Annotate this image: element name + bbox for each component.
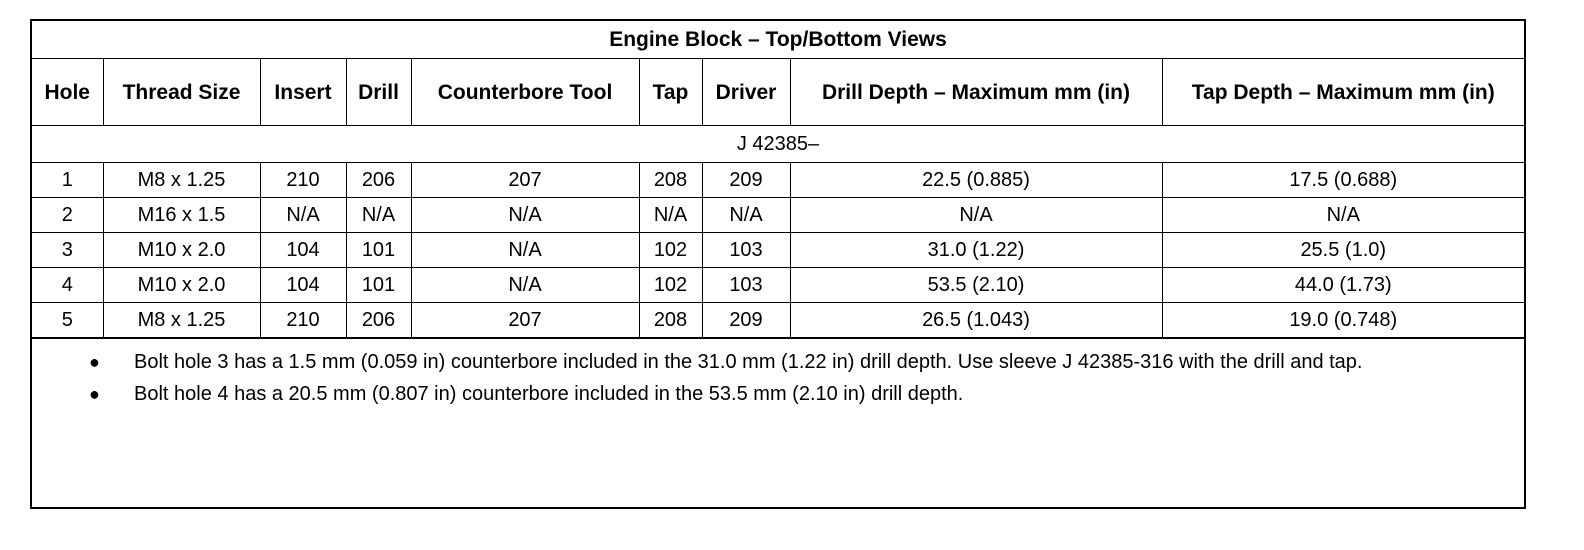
notes-list <box>32 349 1514 407</box>
cell-counterbore-tool: N/A <box>411 268 639 303</box>
header-thread-size: Thread Size <box>103 59 260 126</box>
cell-driver: N/A <box>702 198 790 233</box>
cell-insert: 104 <box>260 233 346 268</box>
cell-tap: N/A <box>639 198 702 233</box>
cell-counterbore-tool: 207 <box>411 303 639 338</box>
note-text: Bolt hole 3 has a 1.5 mm (0.059 in) counterbore included in the 31.0 mm (1.22 in) drill depth. Use sleeve J 42385-316 with the drill and tap. <box>134 351 1363 373</box>
tool-prefix: J 42385– <box>32 126 1524 163</box>
cell-thread-size: M10 x 2.0 <box>103 233 260 268</box>
cell-tap-depth: 17.5 (0.688) <box>1162 163 1524 198</box>
cell-drill: 101 <box>346 268 411 303</box>
note-text: Bolt hole 4 has a 20.5 mm (0.807 in) counterbore included in the 53.5 mm (2.10 in) drill depth. <box>134 383 964 405</box>
cell-hole: 5 <box>32 303 103 338</box>
table-row <box>32 268 1524 303</box>
header-drill-depth: Drill Depth – Maximum mm (in) <box>790 59 1162 126</box>
cell-tap: 208 <box>639 303 702 338</box>
table-title: Engine Block – Top/Bottom Views <box>32 21 1524 59</box>
cell-thread-size: M8 x 1.25 <box>103 163 260 198</box>
cell-tap: 208 <box>639 163 702 198</box>
spec-table <box>32 21 1524 338</box>
header-tap-depth: Tap Depth – Maximum mm (in) <box>1162 59 1524 126</box>
cell-insert: 210 <box>260 303 346 338</box>
table-row <box>32 233 1524 268</box>
cell-drill: 206 <box>346 303 411 338</box>
bullet-icon: ● <box>89 384 100 404</box>
cell-drill-depth: 26.5 (1.043) <box>790 303 1162 338</box>
cell-counterbore-tool: N/A <box>411 198 639 233</box>
spec-table-frame <box>30 19 1526 509</box>
cell-insert: 210 <box>260 163 346 198</box>
header-drill: Drill <box>346 59 411 126</box>
notes-section <box>32 338 1524 407</box>
header-row <box>32 59 1524 126</box>
cell-drill-depth: 31.0 (1.22) <box>790 233 1162 268</box>
cell-driver: 103 <box>702 268 790 303</box>
cell-thread-size: M8 x 1.25 <box>103 303 260 338</box>
table-row <box>32 303 1524 338</box>
cell-hole: 4 <box>32 268 103 303</box>
cell-hole: 1 <box>32 163 103 198</box>
table-row <box>32 198 1524 233</box>
header-insert: Insert <box>260 59 346 126</box>
cell-insert: N/A <box>260 198 346 233</box>
cell-counterbore-tool: N/A <box>411 233 639 268</box>
cell-tap-depth: 44.0 (1.73) <box>1162 268 1524 303</box>
cell-insert: 104 <box>260 268 346 303</box>
header-hole: Hole <box>32 59 103 126</box>
cell-tap-depth: 19.0 (0.748) <box>1162 303 1524 338</box>
note-item <box>32 349 1514 375</box>
cell-drill-depth: N/A <box>790 198 1162 233</box>
cell-tap-depth: N/A <box>1162 198 1524 233</box>
cell-thread-size: M10 x 2.0 <box>103 268 260 303</box>
cell-driver: 209 <box>702 163 790 198</box>
cell-driver: 209 <box>702 303 790 338</box>
table-row <box>32 163 1524 198</box>
cell-drill-depth: 53.5 (2.10) <box>790 268 1162 303</box>
cell-drill: N/A <box>346 198 411 233</box>
cell-tap: 102 <box>639 268 702 303</box>
cell-tap: 102 <box>639 233 702 268</box>
cell-driver: 103 <box>702 233 790 268</box>
bullet-icon: ● <box>89 352 100 372</box>
header-driver: Driver <box>702 59 790 126</box>
title-row <box>32 21 1524 59</box>
header-counterbore-tool: Counterbore Tool <box>411 59 639 126</box>
cell-tap-depth: 25.5 (1.0) <box>1162 233 1524 268</box>
cell-hole: 2 <box>32 198 103 233</box>
tool-prefix-row <box>32 126 1524 163</box>
cell-drill-depth: 22.5 (0.885) <box>790 163 1162 198</box>
header-tap: Tap <box>639 59 702 126</box>
cell-drill: 206 <box>346 163 411 198</box>
cell-thread-size: M16 x 1.5 <box>103 198 260 233</box>
cell-hole: 3 <box>32 233 103 268</box>
cell-drill: 101 <box>346 233 411 268</box>
cell-counterbore-tool: 207 <box>411 163 639 198</box>
note-item <box>32 381 1514 407</box>
